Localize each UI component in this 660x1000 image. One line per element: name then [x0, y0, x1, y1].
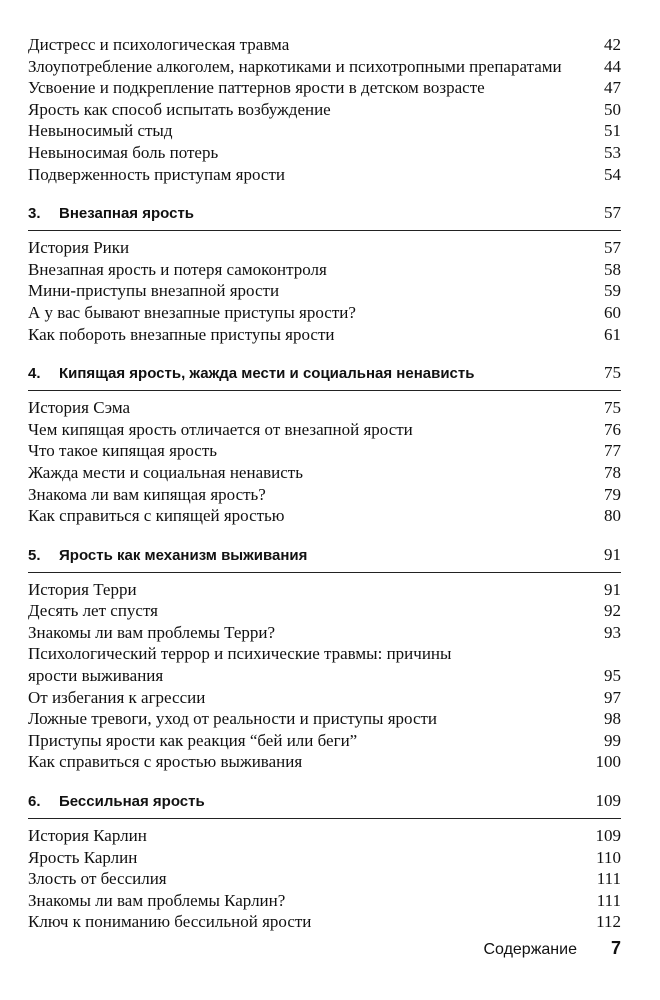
section-gap	[28, 345, 621, 361]
entry-title: Психологический террор и психические травмы: причины	[28, 644, 452, 664]
chapter-heading	[28, 201, 621, 225]
chapter-page: 91	[604, 544, 621, 564]
page-number: 7	[610, 938, 621, 958]
entry-page: 98	[604, 709, 621, 729]
toc-entry	[28, 462, 621, 484]
chapter-page: 109	[595, 791, 621, 811]
entry-page: 110	[596, 847, 621, 867]
toc-entry	[28, 419, 621, 441]
toc-entry	[28, 825, 621, 847]
toc-entry	[28, 237, 621, 259]
entry-title: Как справиться с яростью выживания	[28, 752, 303, 772]
chapter-divider	[28, 230, 621, 231]
entry-page: 109	[595, 826, 621, 846]
toc-entry	[28, 751, 621, 773]
section-gap	[28, 527, 621, 543]
entry-title: Дистресс и психологическая травма	[28, 35, 290, 54]
section-gap	[28, 185, 621, 201]
chapter-number: 4.	[28, 365, 41, 383]
chapter-heading	[28, 789, 621, 813]
entry-title: Как побороть внезапные приступы ярости	[28, 324, 335, 344]
entry-title: Ярость Карлин	[28, 847, 138, 867]
toc-entry	[28, 397, 621, 419]
chapter-page: 57	[604, 203, 621, 223]
chapter-5-section	[28, 543, 621, 773]
toc-page	[28, 34, 621, 933]
entry-page: 80	[604, 506, 621, 526]
entry-title: Подверженность приступам ярости	[28, 164, 285, 184]
entry-page: 47	[604, 78, 621, 98]
toc-entry	[28, 847, 621, 869]
entry-title: История Сэма	[28, 398, 131, 418]
toc-entry	[28, 324, 621, 346]
entry-title: Знакомы ли вам проблемы Карлин?	[28, 890, 286, 910]
entry-page: 54	[604, 164, 621, 184]
toc-entry	[28, 890, 621, 912]
toc-entry	[28, 302, 621, 324]
entry-page: 75	[604, 398, 621, 418]
entry-title-continuation: ярости выживания	[28, 666, 164, 686]
entry-title: Чем кипящая ярость отличается от внезапной ярости	[28, 419, 413, 439]
entry-page: 57	[604, 238, 621, 258]
entry-title: Знакомы ли вам проблемы Терри?	[28, 622, 276, 642]
toc-entry	[28, 34, 621, 56]
entry-title: Приступы ярости как реакция “бей или беги”	[28, 730, 358, 750]
entry-title: Ярость как способ испытать возбуждение	[28, 99, 331, 119]
entry-title-continuation-row	[28, 665, 621, 687]
toc-entry-multiline	[28, 643, 621, 686]
chapter-4-section	[28, 361, 621, 527]
toc-entry	[28, 579, 621, 601]
chapter-title: Кипящая ярость, жажда мести и социальная ненависть	[59, 365, 475, 383]
chapter-6-section	[28, 789, 621, 933]
entry-page: 44	[604, 56, 621, 76]
toc-entry	[28, 708, 621, 730]
entry-title: История Рики	[28, 238, 130, 258]
chapter-title: Ярость как механизм выживания	[59, 546, 308, 564]
toc-entry	[28, 280, 621, 302]
entry-title: Злоупотребление алкоголем, наркотиками и психотропными препаратами	[28, 56, 562, 76]
page-footer	[0, 938, 621, 959]
chapter-heading	[28, 361, 621, 385]
entry-page: 42	[604, 35, 621, 54]
chapter-divider	[28, 572, 621, 573]
entry-title: Знакома ли вам кипящая ярость?	[28, 484, 266, 504]
entry-page: 91	[604, 579, 621, 599]
running-footer-title: Содержание	[483, 941, 577, 958]
entry-title: Невыносимая боль потерь	[28, 142, 219, 162]
toc-entry	[28, 440, 621, 462]
entry-page: 61	[604, 324, 621, 344]
entry-page: 79	[604, 484, 621, 504]
toc-entry	[28, 142, 621, 164]
entry-title: От избегания к агрессии	[28, 687, 206, 707]
entry-title: Мини-приступы внезапной ярости	[28, 281, 280, 301]
entry-title: А у вас бывают внезапные приступы ярости?	[28, 302, 356, 322]
entry-page: 77	[604, 441, 621, 461]
entry-title: Ключ к пониманию бессильной ярости	[28, 912, 312, 932]
chapter-divider	[28, 390, 621, 391]
toc-entry	[28, 730, 621, 752]
toc-entry	[28, 120, 621, 142]
entry-page: 92	[604, 601, 621, 621]
entry-page: 93	[604, 622, 621, 642]
entry-page: 97	[604, 687, 621, 707]
entry-page: 60	[604, 302, 621, 322]
toc-entry	[28, 868, 621, 890]
entry-title: Что такое кипящая ярость	[28, 441, 218, 461]
toc-entry	[28, 687, 621, 709]
entry-title: Ложные тревоги, уход от реальности и приступы ярости	[28, 709, 438, 729]
entry-page: 100	[595, 752, 621, 772]
section-gap	[28, 773, 621, 789]
toc-entry	[28, 77, 621, 99]
chapter-number: 5.	[28, 546, 41, 564]
entry-page: 112	[596, 912, 621, 932]
entry-page: 59	[604, 281, 621, 301]
entry-title: История Терри	[28, 579, 137, 599]
toc-entry	[28, 911, 621, 933]
entry-title: История Карлин	[28, 826, 147, 846]
entry-page: 111	[596, 869, 621, 889]
chapter-heading	[28, 543, 621, 567]
entry-page: 78	[604, 462, 621, 482]
entry-title: Десять лет спустя	[28, 601, 158, 621]
toc-entry	[28, 600, 621, 622]
toc-entry	[28, 484, 621, 506]
toc-entry	[28, 56, 621, 78]
entry-page: 95	[604, 666, 621, 686]
entry-title: Жажда мести и социальная ненависть	[28, 462, 303, 482]
entry-title: Злость от бессилия	[28, 869, 167, 889]
entry-title: Усвоение и подкрепление паттернов ярости в детском возрасте	[28, 78, 485, 98]
toc-entry	[28, 164, 621, 186]
entry-page: 51	[604, 121, 621, 141]
chapter-title: Внезапная ярость	[59, 205, 195, 223]
entry-page: 111	[596, 890, 621, 910]
toc-entry	[28, 505, 621, 527]
toc-entry	[28, 622, 621, 644]
chapter-page: 75	[604, 363, 621, 383]
chapter-title: Бессильная ярость	[59, 793, 205, 811]
entry-title: Невыносимый стыд	[28, 121, 173, 141]
chapter-number: 3.	[28, 205, 41, 223]
entry-page: 58	[604, 259, 621, 279]
chapter-number: 6.	[28, 793, 41, 811]
toc-continued-section	[28, 34, 621, 185]
toc-entry	[28, 259, 621, 281]
entry-page: 50	[604, 99, 621, 119]
entry-page: 99	[604, 730, 621, 750]
chapter-3-section	[28, 201, 621, 345]
entry-title: Внезапная ярость и потеря самоконтроля	[28, 259, 327, 279]
chapter-divider	[28, 818, 621, 819]
entry-page: 76	[604, 419, 621, 439]
entry-page: 53	[604, 142, 621, 162]
toc-entry	[28, 99, 621, 121]
entry-title: Как справиться с кипящей яростью	[28, 506, 285, 526]
